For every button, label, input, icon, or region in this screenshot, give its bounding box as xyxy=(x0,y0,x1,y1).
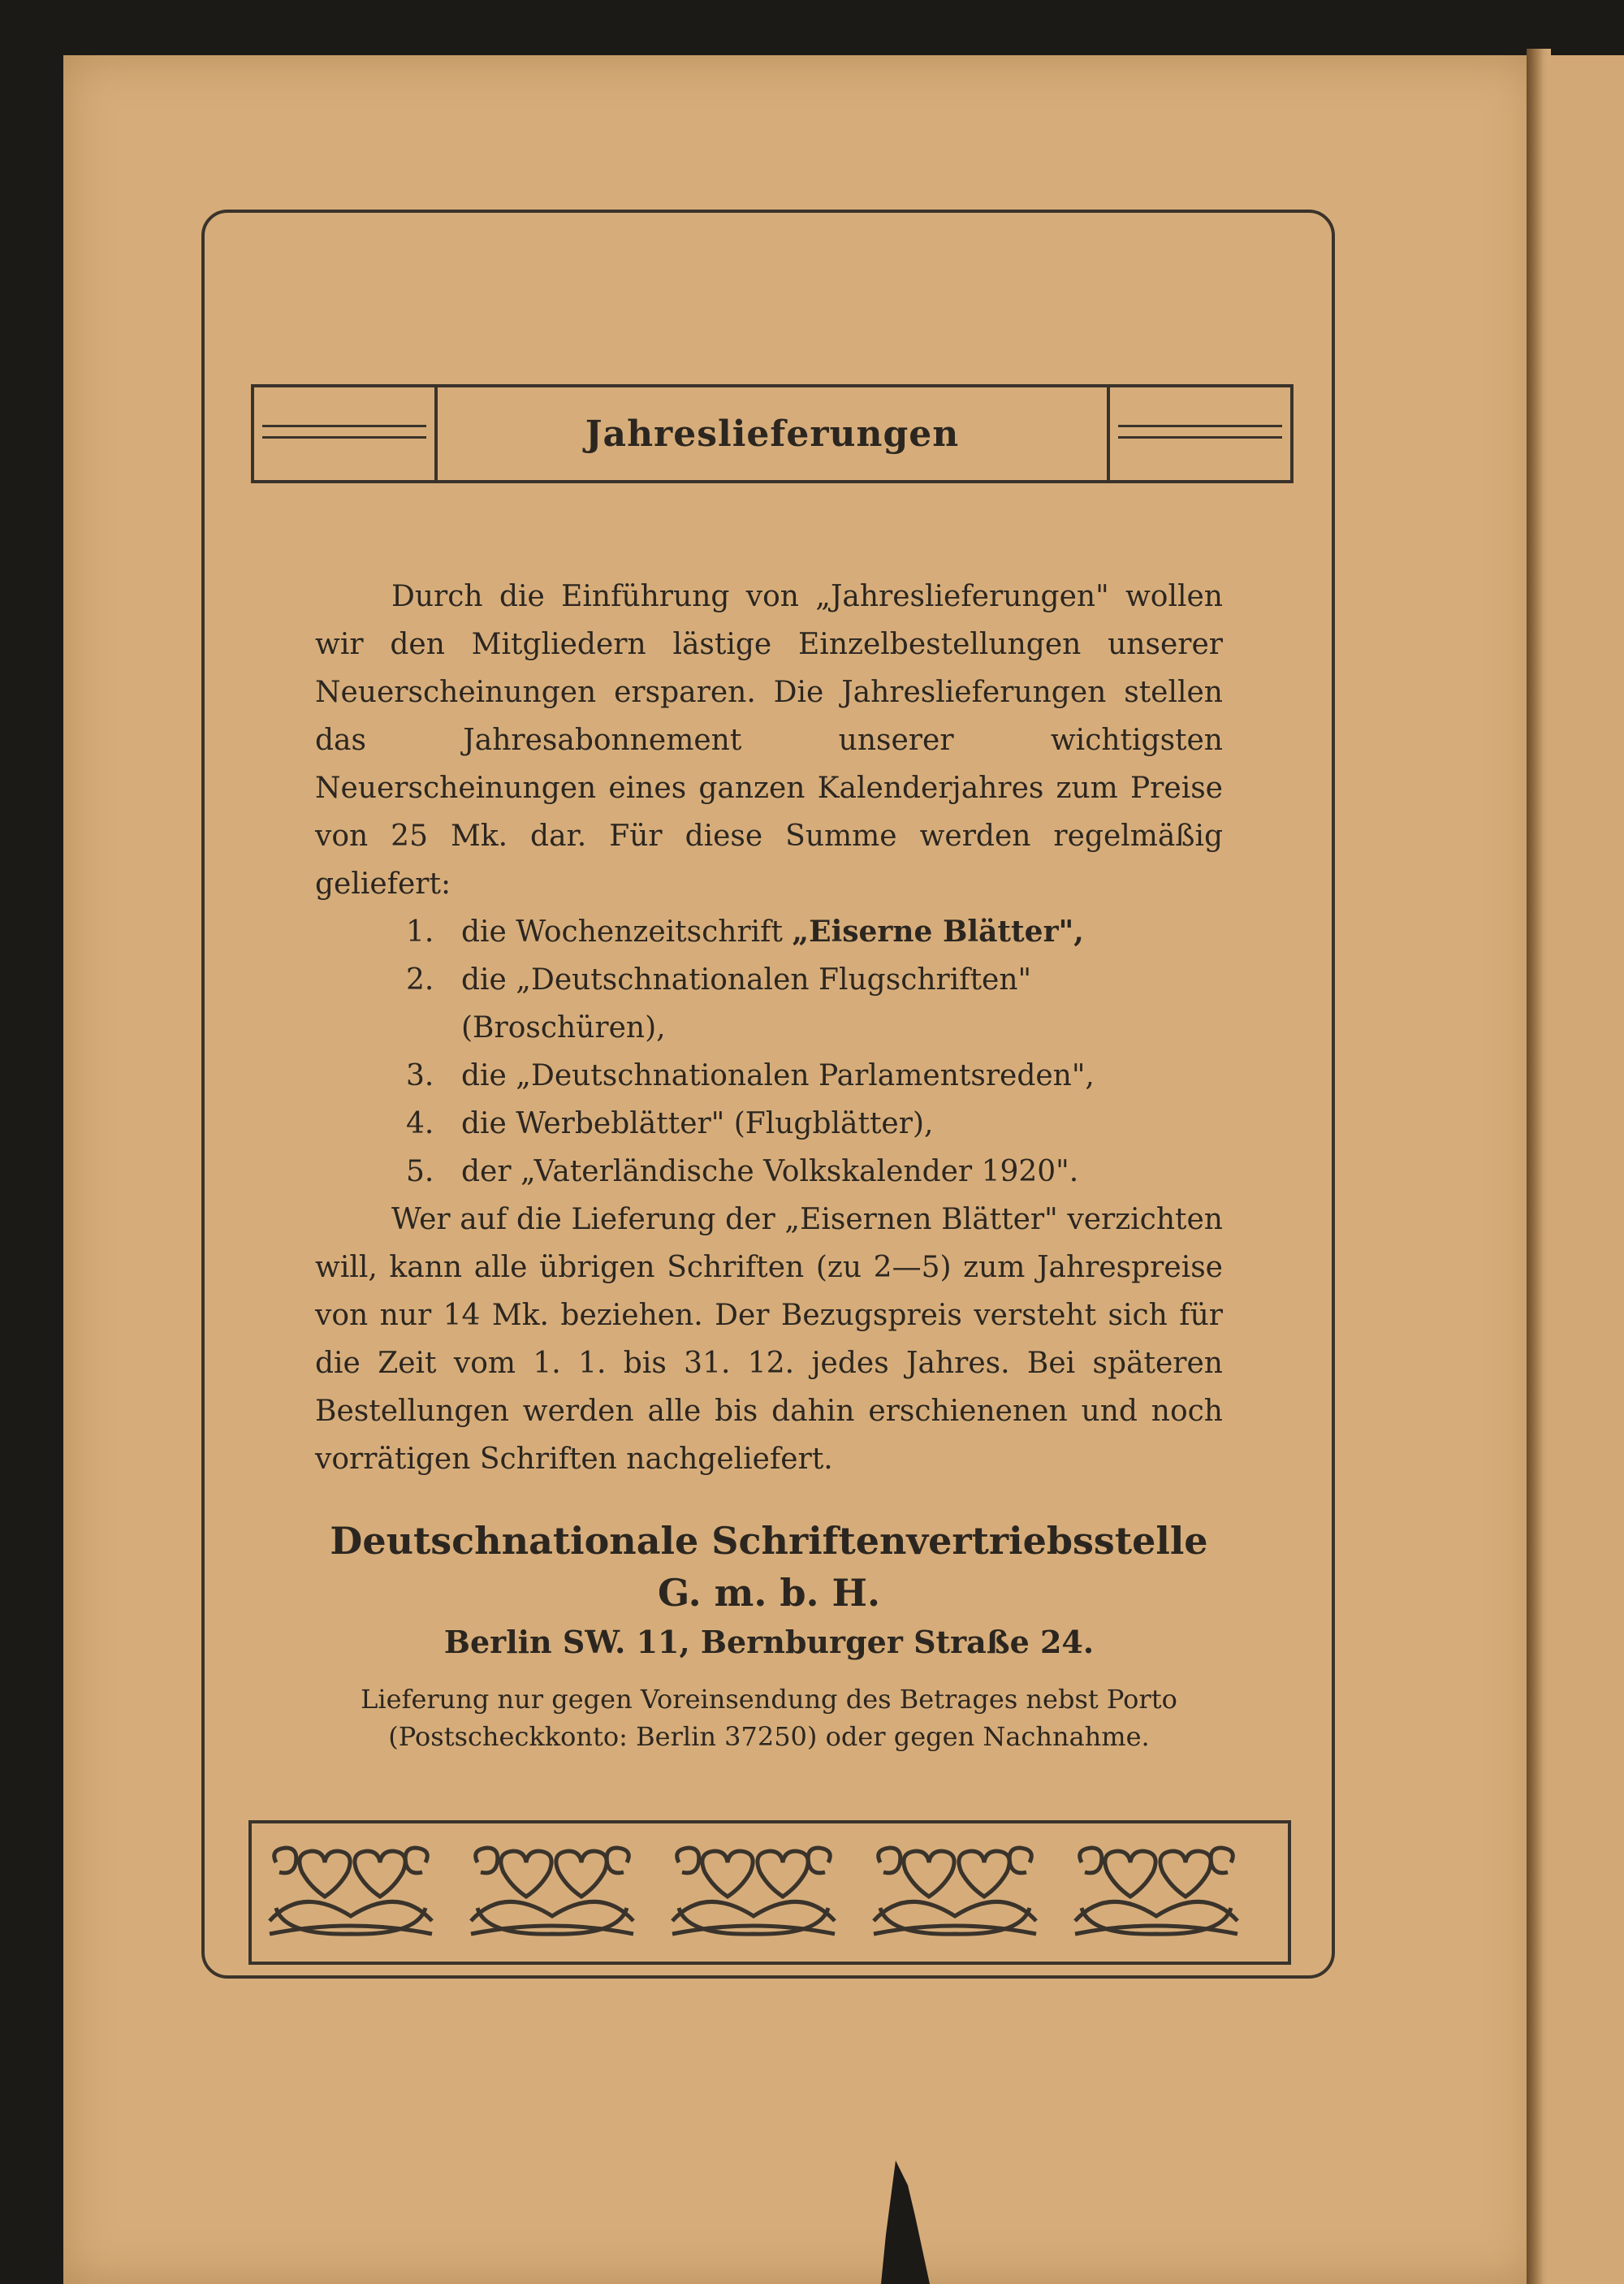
heart-ornament-icon xyxy=(252,1823,1288,1962)
ornament-border xyxy=(248,1820,1291,1965)
double-rule-line xyxy=(262,436,426,439)
publisher-block xyxy=(315,1515,1223,1755)
title-box-left-cell xyxy=(254,387,438,480)
double-rule-line xyxy=(1118,436,1282,439)
publisher-name: Deutschnationale Schriftenvertriebsstelle G. m. b. H. xyxy=(330,1519,1208,1615)
list-item xyxy=(315,956,1223,1052)
list-item xyxy=(315,1148,1223,1196)
double-rule-line xyxy=(1118,425,1282,427)
adjacent-page-edge xyxy=(1547,55,1624,2284)
list-text: der „Vaterländische Volkskalender 1920". xyxy=(461,1155,1079,1188)
delivery-note-line2: (Postscheckkonto: Berlin 37250) oder gegen Nachnahme. xyxy=(388,1721,1150,1752)
list-number: 5. xyxy=(406,1155,434,1188)
intro-paragraph: Durch die Einführung von „Jahreslieferungen" wollen wir den Mitgliedern lästige Einzelbestellungen unserer Neuerscheinungen ersparen. Die Jahreslieferungen stellen das Jahresabonnement unserer wichtigsten Neuerscheinungen eines ganzen Kalenderjahres zum Preise von 25 Mk. dar. Für diese Summe werden regelmäßig geliefert: xyxy=(315,580,1223,901)
heart-ornament-icon xyxy=(270,1848,432,1934)
list-text: die Wochenzeitschrift xyxy=(461,915,793,949)
list-number: 1. xyxy=(406,915,434,949)
list-text: die „Deutschnationalen Parlamentsreden", xyxy=(461,1059,1095,1092)
list-item xyxy=(315,908,1223,956)
list-item xyxy=(315,1052,1223,1100)
list-text-bold: „Eiserne Blätter", xyxy=(792,915,1084,949)
list-text: die Werbeblätter" (Flugblätter), xyxy=(461,1107,934,1140)
delivery-list xyxy=(315,908,1223,1196)
page-title: Jahreslieferungen xyxy=(585,413,960,455)
list-text: die „Deutschnationalen Flugschriften" (Broschüren), xyxy=(461,963,1032,1045)
title-box xyxy=(251,384,1294,483)
publisher-address: Berlin SW. 11, Bernburger Straße 24. xyxy=(443,1624,1095,1660)
list-item xyxy=(315,1100,1223,1148)
list-number: 3. xyxy=(406,1059,434,1092)
delivery-note-line1: Lieferung nur gegen Voreinsendung des Betrages nebst Porto xyxy=(361,1684,1177,1715)
double-rule-line xyxy=(262,425,426,427)
list-number: 2. xyxy=(406,963,434,997)
list-number: 4. xyxy=(406,1107,434,1140)
title-box-right-cell xyxy=(1107,387,1290,480)
body-text xyxy=(315,573,1223,1483)
outro-paragraph: Wer auf die Lieferung der „Eisernen Blätter" verzichten will, kann alle übrigen Schriften (zu 2—5) zum Jahrespreise von nur 14 Mk. beziehen. Der Bezugspreis versteht sich für die Zeit vom 1. 1. bis 31. 12. jedes Jahres. Bei späteren Bestellungen werden alle bis dahin erschienenen und noch vorrätigen Schriften nachgeliefert. xyxy=(315,1203,1223,1476)
